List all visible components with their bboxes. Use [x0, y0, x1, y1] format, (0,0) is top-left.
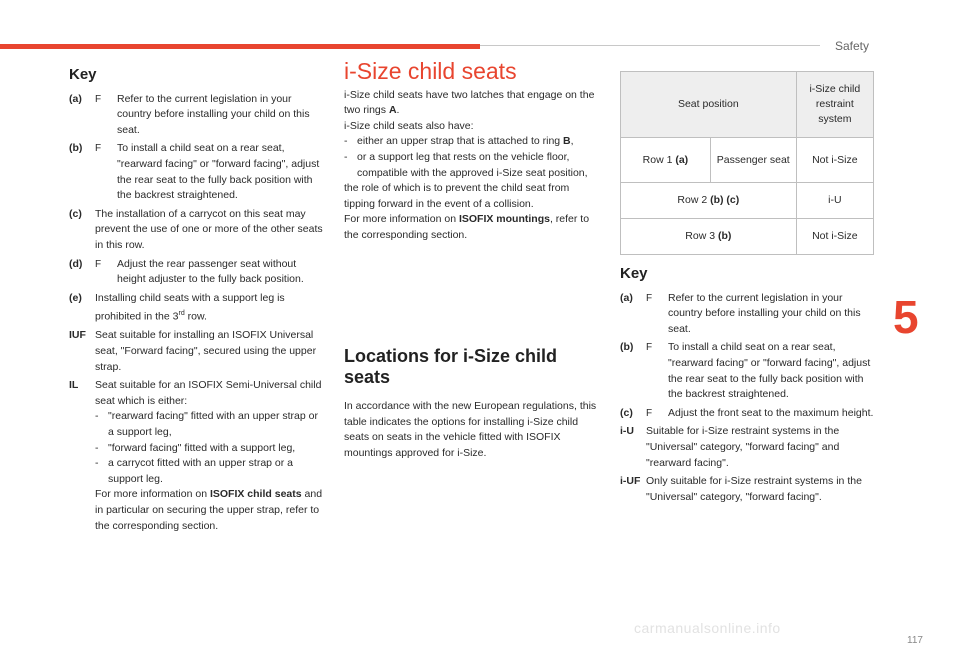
key-tag: (a) [620, 291, 633, 304]
table-cell: Row 1 (a) [621, 138, 711, 183]
chapter-number: 5 [893, 291, 919, 343]
bullet-icon: F [95, 258, 102, 270]
key-item-a [620, 291, 875, 338]
key-text: Refer to the current legislation in your country before installing your child on this seat. [668, 291, 861, 335]
role-text: the role of which is to prevent the child seat from tipping forward in the event of a collision. [344, 182, 570, 210]
key-item-b [620, 340, 875, 402]
intro-text: i-Size child seats have two latches that engage on the two rings A. [344, 88, 595, 117]
isofix-reference: For more information on ISOFIX child seats and in particular on securing the upper strap, refer to the corresponding section. [95, 488, 323, 532]
key-text: Installing child seats with a support leg is prohibited in the 3 [95, 291, 285, 323]
middle-column [344, 58, 599, 244]
key-text: Only suitable for i-Size restraint systems in the "Universal" category, "forward facing". [646, 475, 862, 503]
watermark: carmanualsonline.info [634, 620, 781, 636]
locations-section [344, 346, 599, 461]
page-number: 117 [907, 635, 923, 646]
table-row [621, 183, 874, 219]
table-cell: Row 3 (b) [621, 219, 797, 255]
key-tag: (c) [69, 207, 82, 220]
key-tag: (b) [69, 142, 83, 155]
list-item: "rearward facing" fitted with an upper strap or a support leg, [108, 410, 318, 438]
key-text: Refer to the current legislation in your country before installing your child on this seat. [117, 92, 310, 136]
key-text: To install a child seat on a rear seat, "rearward facing" or "forward facing", adjust the rear seat to the fully back position with the backrest straightened. [668, 341, 871, 401]
table-header-cell: Seat position [621, 72, 797, 138]
table-cell: Row 2 (b) (c) [621, 183, 797, 219]
bullet-icon: F [646, 407, 653, 419]
key-tag: (a) [69, 92, 82, 105]
table-cell: Not i-Size [796, 219, 873, 255]
header-divider [480, 45, 820, 46]
bullet-icon: F [646, 342, 653, 354]
key-item-iuf [69, 328, 324, 375]
key-item-b [69, 141, 324, 203]
key-item-c [620, 406, 875, 422]
key-item-e [69, 291, 324, 326]
list-item: a carrycot fitted with an upper strap or a support leg. [108, 457, 294, 485]
table-header-row [621, 72, 874, 138]
key-tag: (d) [69, 257, 83, 270]
key-heading: Key [69, 66, 97, 83]
locations-text: In accordance with the new European regulations, this table indicates the options for installing i-Size child seats on seats in the vehicle fitted with ISOFIX mountings approved for i-Size. [344, 400, 597, 459]
key-tag: (e) [69, 291, 82, 304]
key-item-iu [620, 424, 875, 471]
key-text: Seat suitable for an ISOFIX Semi-Universal child seat which is either: [95, 379, 322, 407]
key-text: Suitable for i-Size restraint systems in the "Universal" category, "forward facing" and "rearward facing". [646, 425, 840, 469]
table-header-cell: i-Size child restraint system [796, 72, 873, 138]
right-column [620, 266, 875, 505]
table-cell: i-U [796, 183, 873, 219]
key-item-d [69, 257, 324, 288]
key-text: To install a child seat on a rear seat, "rearward facing" or "forward facing", adjust the rear seat to the fully back position with the backrest straightened. [117, 142, 320, 202]
bullet-icon: F [95, 143, 102, 155]
key-tag: (b) [620, 341, 634, 354]
key-tag: i-UF [620, 475, 641, 488]
header-accent-bar [0, 44, 480, 49]
key-text: Seat suitable for installing an ISOFIX Universal seat, "Forward facing", secured using the upper strap. [95, 329, 317, 373]
key-item-il: IL Seat suitable for an ISOFIX Semi-Universal child seat which is either: - "rearward facing" fitted with an upper strap or a support leg, - "forward facing" fitted with a support leg, - a carrycot fitted with an upper strap or a support leg. For more information on ISOFIX child seats and in particular on securing the upper strap, refer to the corresponding section. [69, 378, 324, 534]
key-text: Adjust the rear passenger seat without height adjuster to the fully back position. [117, 257, 304, 286]
table-row [621, 219, 874, 255]
key-tag: i-U [620, 425, 634, 438]
key-text-end: row. [184, 310, 207, 323]
also-text: i-Size child seats also have: [344, 119, 474, 132]
page-title: i-Size child seats [344, 58, 517, 84]
key-tag: IUF [69, 329, 86, 342]
superscript: rd [178, 310, 185, 318]
key-heading: Key [620, 265, 648, 282]
table-row [621, 138, 874, 183]
table-cell: Not i-Size [796, 138, 873, 183]
key-tag: (c) [620, 406, 633, 419]
key-item-iuf [620, 474, 875, 505]
key-tag: IL [69, 379, 79, 392]
key-text: Adjust the front seat to the maximum height. [668, 406, 874, 419]
section-label: Safety [835, 39, 870, 53]
key-text: The installation of a carrycot on this seat may prevent the use of one or more of the other seats in this row. [95, 207, 323, 251]
list-item: - either an upper strap that is attached to ring B, [344, 135, 574, 148]
list-item: - or a support leg that rests on the vehicle floor, compatible with the approved i-Size seat position, [344, 150, 588, 179]
key-item-c [69, 207, 324, 254]
left-column [69, 67, 324, 534]
bullet-icon: F [95, 93, 102, 105]
isize-seats-table [620, 71, 874, 255]
table-cell: Passenger seat [710, 138, 796, 183]
list-item: "forward facing" fitted with a support leg, [108, 441, 296, 454]
section-heading: Locations for i-Size child seats [344, 346, 558, 387]
key-item-a [69, 92, 324, 139]
bullet-icon: F [646, 292, 653, 304]
isofix-reference: For more information on ISOFIX mountings, refer to the corresponding section. [344, 213, 590, 241]
